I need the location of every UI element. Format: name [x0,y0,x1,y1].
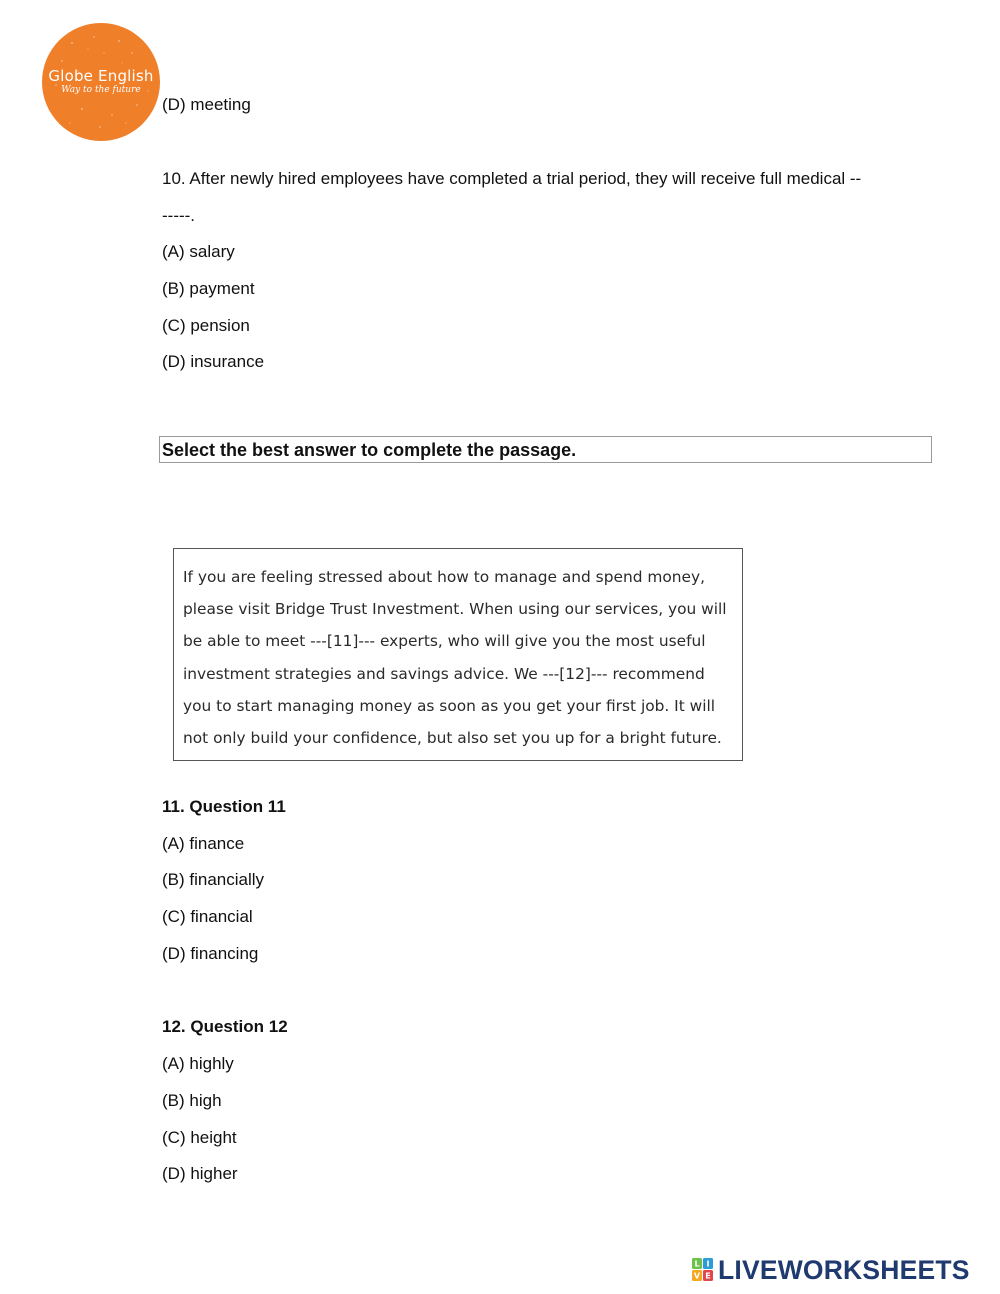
passage-line: investment strategies and savings advice. We ---[12]--- recommend [183,664,705,683]
q10-stem-line1: 10. After newly hired employees have completed a trial period, they will receive full medical -- [162,169,862,188]
passage-line: not only build your confidence, but also set you up for a bright future. [183,729,722,748]
q11-option-d[interactable]: (D) financing [162,944,259,963]
q12-option-a[interactable]: (A) highly [162,1054,234,1073]
badge-letter: V [693,1271,701,1281]
q12-option-c[interactable]: (C) height [162,1128,237,1147]
q9-option-d[interactable]: (D) meeting [162,95,251,114]
liveworksheets-wordmark: LIVEWORKSHEETS [718,1255,970,1285]
logo-slogan: Way to the future [61,85,141,95]
q10-option-a[interactable]: (A) salary [162,242,235,261]
q10-option-d[interactable]: (D) insurance [162,352,265,371]
badge-letter: E [705,1271,711,1281]
q10-stem-line2: -----. [162,206,196,225]
q10-option-c[interactable]: (C) pension [162,316,250,335]
passage-line: be able to meet ---[11]--- experts, who will give you the most useful [183,632,706,651]
passage-line: you to start managing money as soon as you get your first job. It will [183,696,716,715]
instruction-text: Select the best answer to complete the passage. [162,440,577,460]
q10-option-b[interactable]: (B) payment [162,279,255,298]
instruction-box [159,436,932,463]
badge-letter: L [694,1259,700,1269]
badge-letter: I [706,1259,710,1269]
q12-option-b[interactable]: (B) high [162,1091,222,1110]
globe-english-logo [42,23,160,141]
logo-name: Globe English [48,67,154,85]
passage-box [173,548,743,761]
q11-option-c[interactable]: (C) financial [162,907,253,926]
q12-title: 12. Question 12 [162,1017,288,1036]
live-badge-icon [692,1258,714,1282]
q11-option-a[interactable]: (A) finance [162,834,245,853]
passage-line: please visit Bridge Trust Investment. When using our services, you will [183,600,727,619]
q11-title: 11. Question 11 [162,797,286,816]
passage-line: If you are feeling stressed about how to manage and spend money, [183,568,705,586]
q11-option-b[interactable]: (B) financially [162,870,265,889]
q12-option-d[interactable]: (D) higher [162,1164,238,1183]
liveworksheets-brand [692,1254,992,1286]
